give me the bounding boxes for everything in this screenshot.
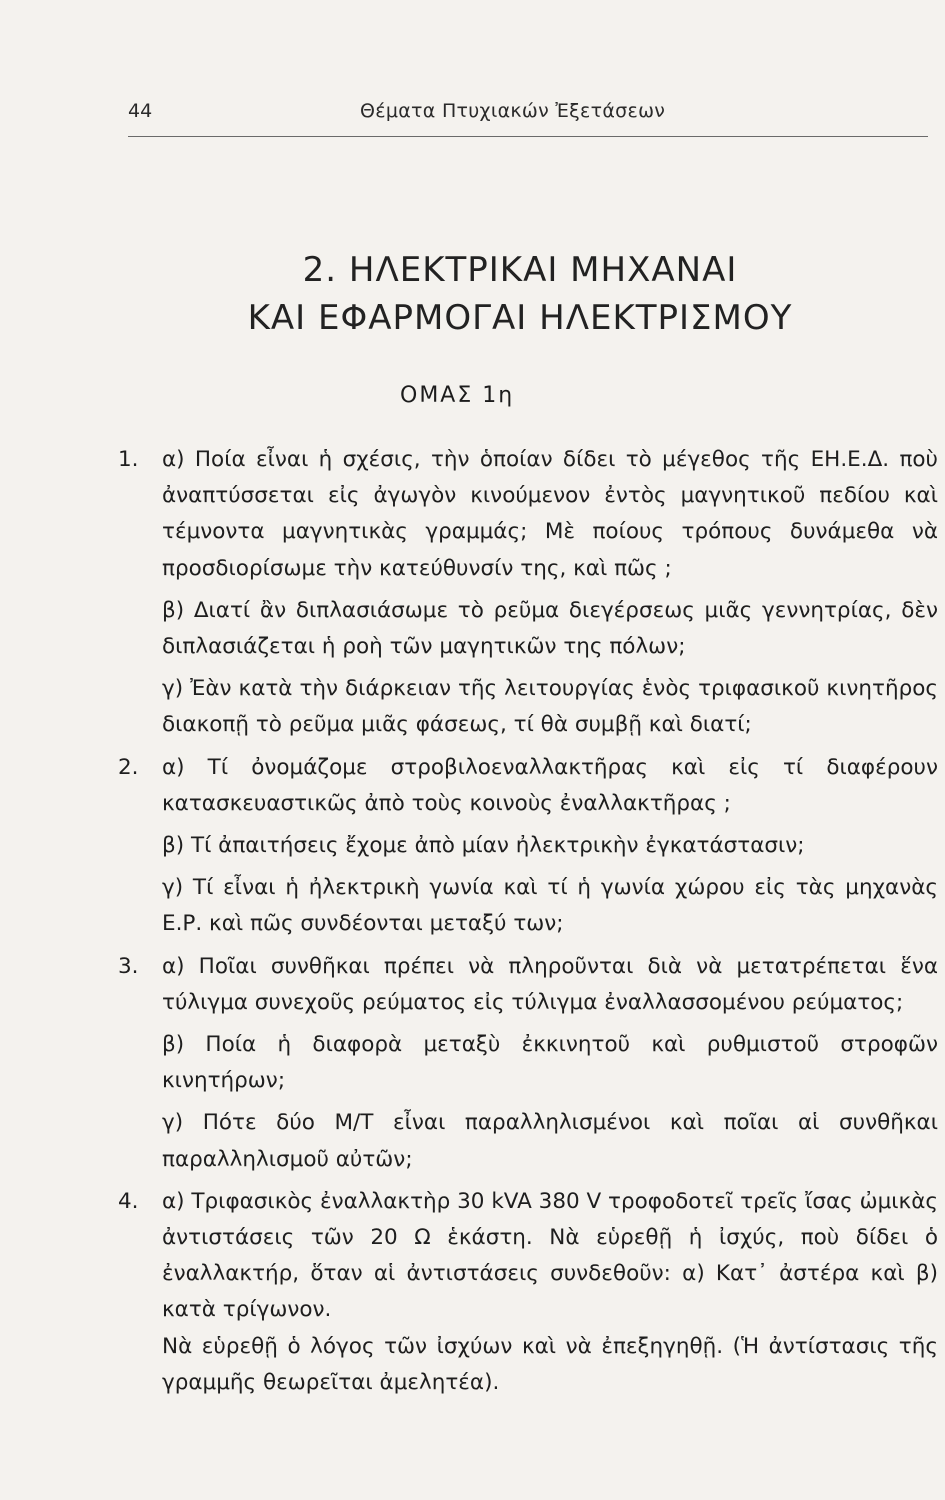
question-part: α) Τί ὀνομάζομε στροβιλοεναλλακτῆρας καὶ εἰς τί διαφέρουν κατασκευαστικῶς ἀπὸ τοὺς κοινοὺς ἐναλλακτῆρας ; (162, 754, 938, 816)
question-part: β) Διατί ἂν διπλασιάσωμε τὸ ρεῦμα διεγέρσεως μιᾶς γεννητρίας, δὲν διπλασιάζεται ἡ ροὴ τῶν μαγητικῶν της πόλων; (162, 597, 938, 660)
question-number: 1. (118, 447, 139, 472)
running-title: Θέματα Πτυχιακών Ἐξετάσεων (360, 100, 666, 122)
question-part: γ) Ἐὰν κατὰ τὴν διάρκειαν τῆς λειτουργίας ἑνὸς τριφασικοῦ κινητῆρος διακοπῇ τὸ ρεῦμα μιᾶς φάσεως, τί θὰ συμβῇ καὶ διατί; (162, 676, 938, 738)
question-part: γ) Πότε δύο Μ/Τ εἶναι παραλληλισμένοι καὶ ποῖαι αἱ συνθῆκαι παραλληλισμοῦ αὐτῶν; (162, 1110, 938, 1172)
question-part: α) Τριφασικὸς ἐναλλακτὴρ 30 kVA 380 V τροφοδοτεῖ τρεῖς ἴσας ὠμικὰς ἀντιστάσεις τῶν 20 Ω ἑκάστη. Νὰ εὑρεθῇ ἡ ἰσχύς, ποὺ δίδει ὁ ἐναλλακτήρ, ὅταν αἱ ἀντιστάσεις συνδεθοῦν: α) Κατ᾽ ἀστέρα καὶ β) κατὰ τρίγωνον. (162, 1188, 939, 1323)
question-4 (118, 1184, 938, 1401)
question-1 (118, 442, 938, 744)
question-number: 2. (118, 754, 139, 780)
question-part: γ) Τί εἶναι ἡ ἠλεκτρικὴ γωνία καὶ τί ἡ γωνία χώρου εἰς τὰς μηχανὰς Ε.Ρ. καὶ πῶς συνδέονται μεταξύ των; (162, 875, 938, 937)
questions-list (118, 442, 938, 1401)
question-number: 4. (118, 1188, 139, 1214)
chapter-title (180, 246, 860, 342)
header-rule (128, 136, 928, 137)
question-part: α) Ποία εἶναι ἡ σχέσις, τὴν ὁποίαν δίδει τὸ μέγεθος τῆς ΕΗ.Ε.Δ. ποὺ ἀναπτύσσεται εἰς ἀγωγὸν κινούμενον ἐντὸς μαγνητικοῦ πεδίου καὶ τέμνοντα μαγνητικὰς γραμμάς; Μὲ ποίους τρόπους δυνάμεθα νὰ προσδιορίσωμε τὴν κατεύθυνσίν της, καὶ πῶς ; (162, 447, 938, 581)
question-2 (118, 750, 938, 943)
question-part: Νὰ εὑρεθῇ ὁ λόγος τῶν ἰσχύων καὶ νὰ ἐπεξηγηθῇ. (Ἡ ἀντίστασις τῆς γραμμῆς θεωρεῖται ἀμελητέα). (162, 1333, 938, 1395)
page-number: 44 (128, 100, 153, 122)
question-part: β) Ποία ἡ διαφορὰ μεταξὺ ἐκκινητοῦ καὶ ρυθμιστοῦ στροφῶν κινητήρων; (162, 1032, 938, 1094)
question-part: β) Τί ἀπαιτήσεις ἔχομε ἀπὸ μίαν ἠλεκτρικὴν ἐγκατάστασιν; (162, 833, 805, 859)
group-label: ΟΜΑΣ 1η (400, 383, 515, 408)
chapter-title-line-2: ΚΑΙ ΕΦΑΡΜΟΓΑΙ ΗΛΕΚΤΡΙΣΜΟΥ (247, 298, 793, 338)
question-number: 3. (118, 953, 139, 979)
question-part: α) Ποῖαι συνθῆκαι πρέπει νὰ πληροῦνται διὰ νὰ μετατρέπεται ἕνα τύλιγμα συνεχοῦς ρεύματος εἰς τύλιγμα ἐναλλασσομένου ρεύματος; (162, 953, 938, 1015)
chapter-title-line-1: 2. ΗΛΕΚΤΡΙΚΑΙ ΜΗΧΑΝΑΙ (302, 250, 738, 290)
question-3 (118, 949, 938, 1178)
